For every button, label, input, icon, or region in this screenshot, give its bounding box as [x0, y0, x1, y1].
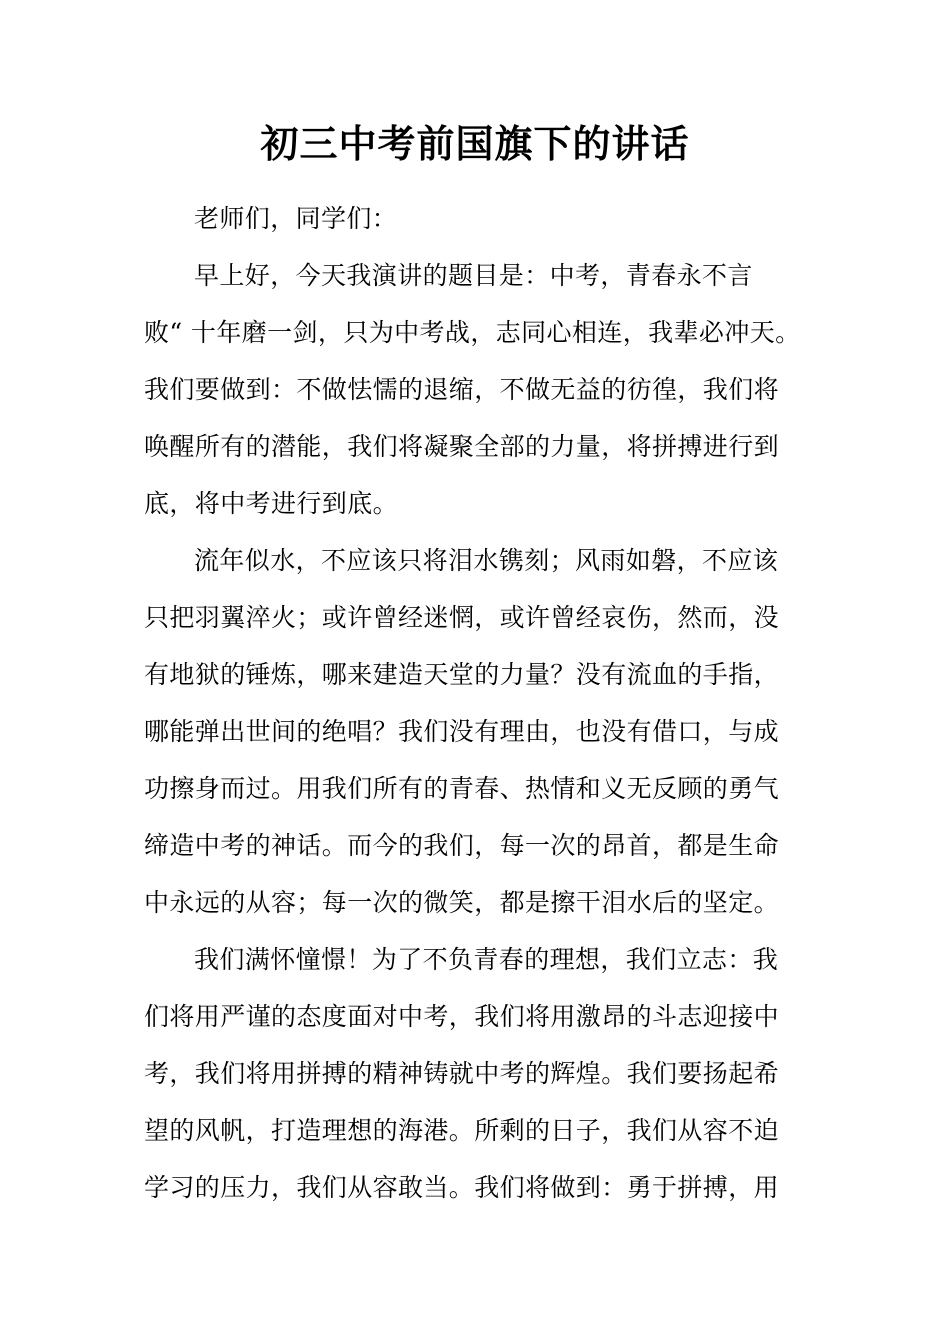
paragraph-3-line-2: 们将用严谨的态度面对中考，我们将用激昂的斗志迎接中 — [144, 1002, 780, 1031]
paragraph-1-line-4: 唤醒所有的潜能，我们将凝聚全部的力量，将拼搏进行到 — [144, 432, 780, 461]
paragraph-3-line-4: 望的风帆，打造理想的海港。所剩的日子，我们从容不迫 — [144, 1116, 780, 1145]
paragraph-2-line-6: 缔造中考的神话。而今的我们，每一次的昂首，都是生命 — [144, 831, 780, 860]
paragraph-1-line-1: 早上好，今天我演讲的题目是：中考，青春永不言 — [194, 261, 753, 290]
salutation-line: 老师们，同学们： — [194, 204, 398, 233]
paragraph-3-line-3: 考，我们将用拼搏的精神铸就中考的辉煌。我们要扬起希 — [144, 1059, 780, 1088]
paragraph-1-line-3: 我们要做到：不做怯懦的退缩，不做无益的彷徨，我们将 — [144, 375, 780, 404]
document-body — [144, 190, 824, 1216]
paragraph-2-line-1: 流年似水，不应该只将泪水镌刻；风雨如磐，不应该 — [194, 546, 779, 575]
paragraph-2-line-2: 只把羽翼淬火；或许曾经迷惘，或许曾经哀伤，然而，没 — [144, 603, 780, 632]
paragraph-3-line-1: 我们满怀憧憬！为了不负青春的理想，我们立志：我 — [194, 945, 779, 974]
paragraph-2-line-4: 哪能弹出世间的绝唱？我们没有理由，也没有借口，与成 — [144, 717, 780, 746]
paragraph-2-line-3: 有地狱的锤炼，哪来建造天堂的力量？没有流血的手指， — [144, 660, 780, 689]
paragraph-1-line-2: 败“ 十年磨一剑，只为中考战，志同心相连，我辈必冲天。 — [144, 318, 801, 347]
document-title: 初三中考前国旗下的讲话 — [260, 121, 690, 166]
paragraph-3-line-5: 学习的压力，我们从容敢当。我们将做到：勇于拼搏，用 — [144, 1173, 780, 1202]
paragraph-2-line-7: 中永远的从容；每一次的微笑，都是擦干泪水后的坚定。 — [144, 888, 780, 917]
paragraph-2-line-5: 功擦身而过。用我们所有的青春、热情和义无反顾的勇气 — [144, 774, 780, 803]
paragraph-1-line-5: 底，将中考进行到底。 — [144, 489, 399, 518]
